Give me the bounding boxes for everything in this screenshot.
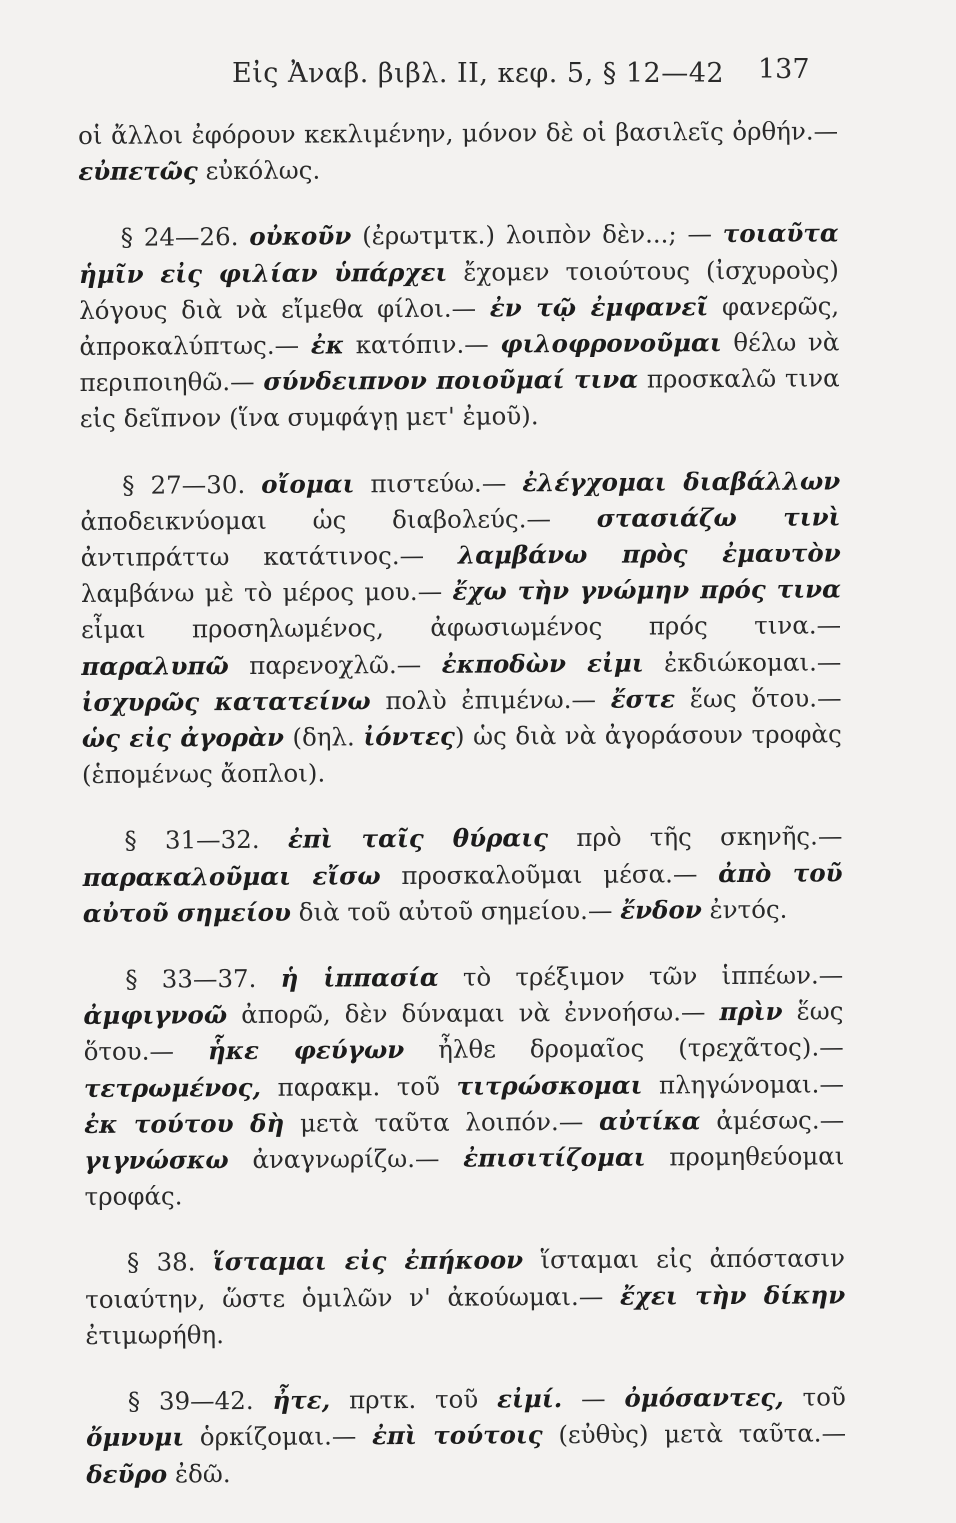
gloss-text: § 27—30. bbox=[122, 469, 262, 500]
gloss-text: προσκαλοῦμαι μέσα.— bbox=[380, 858, 719, 890]
headword: ἧκε φεύγων bbox=[207, 1035, 405, 1066]
headword: παρακαλοῦμαι εἴσω bbox=[82, 860, 381, 892]
headword: λαμβάνω πρὸς ἐμαυτὸν bbox=[457, 538, 841, 570]
gloss-text: μετὰ ταῦτα λοιπόν.— bbox=[284, 1106, 600, 1138]
gloss-text: (δηλ. bbox=[283, 722, 364, 752]
headword: ἔστε bbox=[610, 684, 676, 714]
headword: ἐν τῷ ἐμφανεῖ bbox=[489, 291, 709, 323]
gloss-text: ἀντιπράττω κατάτινος.— bbox=[80, 540, 459, 573]
gloss-text: λαμβάνω μὲ τὸ μέρος μου.— bbox=[80, 576, 453, 609]
gloss-text: § 39—42. bbox=[127, 1385, 273, 1416]
headword: ἦτε, bbox=[272, 1385, 331, 1415]
gloss-text: ἀναγνωρίζω.— bbox=[228, 1143, 464, 1175]
headword: ἐκ τούτου δὴ bbox=[84, 1108, 285, 1139]
headword: ἐκ bbox=[310, 330, 345, 360]
gloss-text: φανερῶς, ἀπροκαλύπτως.— bbox=[79, 291, 840, 362]
gloss-text: — bbox=[562, 1383, 625, 1414]
headword: ἔχει τὴν δίκην bbox=[619, 1280, 846, 1311]
gloss-text: § 24—26. bbox=[120, 222, 250, 253]
headword: οἴομαι bbox=[261, 468, 355, 499]
gloss-text: § 33—37. bbox=[125, 963, 281, 994]
headword: ὄμνυμι bbox=[85, 1422, 185, 1453]
headword: τετρωμένος, bbox=[83, 1072, 262, 1103]
headword: ἀμφιγνοῶ bbox=[83, 1000, 228, 1031]
gloss-text: διὰ τοῦ αὐτοῦ σημείου.— bbox=[290, 895, 621, 927]
gloss-text: ἕως ὅτου.— bbox=[83, 996, 844, 1067]
gloss-text: ἐδῶ. bbox=[167, 1458, 231, 1488]
gloss-text: πιστεύω.— bbox=[354, 467, 523, 498]
gloss-text: οἱ ἄλλοι ἐφόρουν κεκλιμένην, μόνον δὲ οἱ βασιλεῖς ὀρθήν.— bbox=[78, 116, 839, 150]
paragraph bbox=[83, 957, 845, 1215]
headword: εὐπετῶς bbox=[78, 156, 198, 187]
gloss-text: πολὺ ἐπιμένω.— bbox=[370, 684, 611, 716]
headword: αὐτίκα bbox=[598, 1106, 701, 1136]
gloss-text: θέλω νὰ περιποιηθῶ.— bbox=[79, 327, 840, 398]
gloss-text: ἐντός. bbox=[701, 894, 788, 925]
paragraph bbox=[82, 819, 843, 932]
headword: παραλυπῶ bbox=[81, 650, 229, 681]
gloss-text: ἐτιμωρήθη. bbox=[85, 1320, 225, 1350]
paragraph bbox=[86, 1379, 847, 1492]
gloss-text: τοῦ bbox=[783, 1382, 846, 1412]
gloss-text: § 31—32. bbox=[124, 825, 288, 856]
headword: ἀπὸ τοῦ αὐτοῦ σημείου bbox=[82, 857, 843, 928]
gloss-text: ἔχομεν τοιούτους (ἰσχυροὺς) λόγους διὰ νὰ εἴμεθα φίλοι.— bbox=[79, 254, 840, 325]
headword: ἐπὶ ταῖς θύραις bbox=[287, 823, 549, 855]
headword: ἡ ἱππασία bbox=[280, 962, 439, 993]
gloss-text: ὁρκίζομαι.— bbox=[184, 1421, 373, 1452]
gloss-text: (εὐθὺς) μετὰ ταῦτα.— bbox=[542, 1418, 847, 1450]
headword: ἵσταμαι εἰς ἐπήκοον bbox=[212, 1245, 524, 1277]
headword: ἰόντες bbox=[363, 721, 455, 752]
gloss-text: ἀποδεικνύομαι ὡς διαβολεύς.— bbox=[80, 503, 597, 536]
paragraph bbox=[79, 216, 840, 438]
paragraph bbox=[85, 1241, 846, 1354]
gloss-text: προσκαλῶ τινα εἰς δεῖπνον (ἵνα συμφάγῃ μετ' ἐμοῦ). bbox=[79, 363, 840, 434]
paragraph bbox=[80, 463, 842, 793]
headword: ὀμόσαντες, bbox=[624, 1382, 784, 1413]
headword: ὡς εἰς ἀγορὰν bbox=[81, 722, 284, 754]
gloss-text: εἶμαι προσηλωμένος, ἀφωσιωμένος πρός τινα.— bbox=[81, 610, 842, 645]
gloss-text: προμηθεύομαι τροφάς. bbox=[84, 1141, 845, 1212]
gloss-text: ἦλθε δρομαῖος (τρεχᾶτος).— bbox=[404, 1032, 844, 1065]
headword: πρὶν bbox=[719, 996, 783, 1027]
page-number: 137 bbox=[758, 54, 810, 85]
headword: τοιαῦτα ἡμῖν εἰς φιλίαν ὑπάρχει bbox=[78, 218, 839, 289]
gloss-text: § 38. bbox=[126, 1247, 213, 1278]
gloss-text: εὐκόλως. bbox=[197, 155, 321, 186]
gloss-text: πληγώνομαι.— bbox=[642, 1069, 844, 1100]
headword: δεῦρο bbox=[86, 1458, 168, 1489]
headword: στασιάζω τινὶ bbox=[596, 502, 841, 533]
gloss-text: (ἐρωτμτκ.) λοιπὸν δὲν...; — bbox=[351, 219, 723, 251]
headword: γιγνώσκω bbox=[84, 1145, 229, 1176]
gloss-text: ἵσταμαι εἰς ἀπόστασιν τοιαύτην, ὥστε ὁμιλῶν ν' ἀκούωμαι.— bbox=[85, 1243, 846, 1314]
headword: ἔνδον bbox=[620, 895, 702, 925]
commentary-text bbox=[78, 113, 847, 1522]
headword: οὐκοῦν bbox=[249, 221, 352, 252]
headword: ἐπισιτίζομαι bbox=[463, 1142, 646, 1173]
gloss-text: τὸ τρέξιμον τῶν ἱππέων.— bbox=[438, 960, 844, 992]
gloss-text: ἀμέσως.— bbox=[700, 1105, 845, 1136]
gloss-text: πρτκ. τοῦ bbox=[330, 1384, 498, 1415]
headword: ἰσχυρῶς κατατείνω bbox=[81, 686, 371, 717]
gloss-text: ἀπορῶ, δὲν δύναμαι νὰ ἐννοήσω.— bbox=[227, 997, 720, 1030]
gloss-text: ἕως ὅτου.— bbox=[674, 683, 842, 714]
headword: φιλοφρονοῦμαι bbox=[500, 328, 722, 359]
gloss-text: παρενοχλῶ.— bbox=[228, 649, 442, 680]
headword: ἐπὶ τούτοις bbox=[371, 1420, 543, 1451]
headword: τιτρώσκομαι bbox=[456, 1070, 643, 1101]
paragraph bbox=[78, 113, 838, 190]
running-title: Εἰς Ἀναβ. βιβλ. II, κεφ. 5, § 12—42 bbox=[232, 58, 725, 89]
running-head bbox=[0, 54, 956, 98]
headword: ἔχω τὴν γνώμην πρός τινα bbox=[452, 574, 841, 606]
headword: εἰμί. bbox=[497, 1384, 563, 1414]
headword: σύνδειπνον ποιοῦμαί τινα bbox=[263, 364, 639, 397]
headword: ἐκποδὼν εἰμι bbox=[441, 648, 644, 679]
gloss-text: πρὸ τῆς σκηνῆς.— bbox=[547, 821, 843, 853]
gloss-text: παρακμ. τοῦ bbox=[260, 1071, 457, 1102]
gloss-text: κατόπιν.— bbox=[343, 329, 501, 360]
gloss-text: ) ὡς διὰ νὰ ἀγοράσουν τροφὰς (ἑπομένως ἄοπλοι). bbox=[81, 719, 842, 790]
headword: ἐλέγχομαι διαβάλλων bbox=[522, 465, 841, 497]
gloss-text: ἐκδιώκομαι.— bbox=[643, 646, 842, 678]
